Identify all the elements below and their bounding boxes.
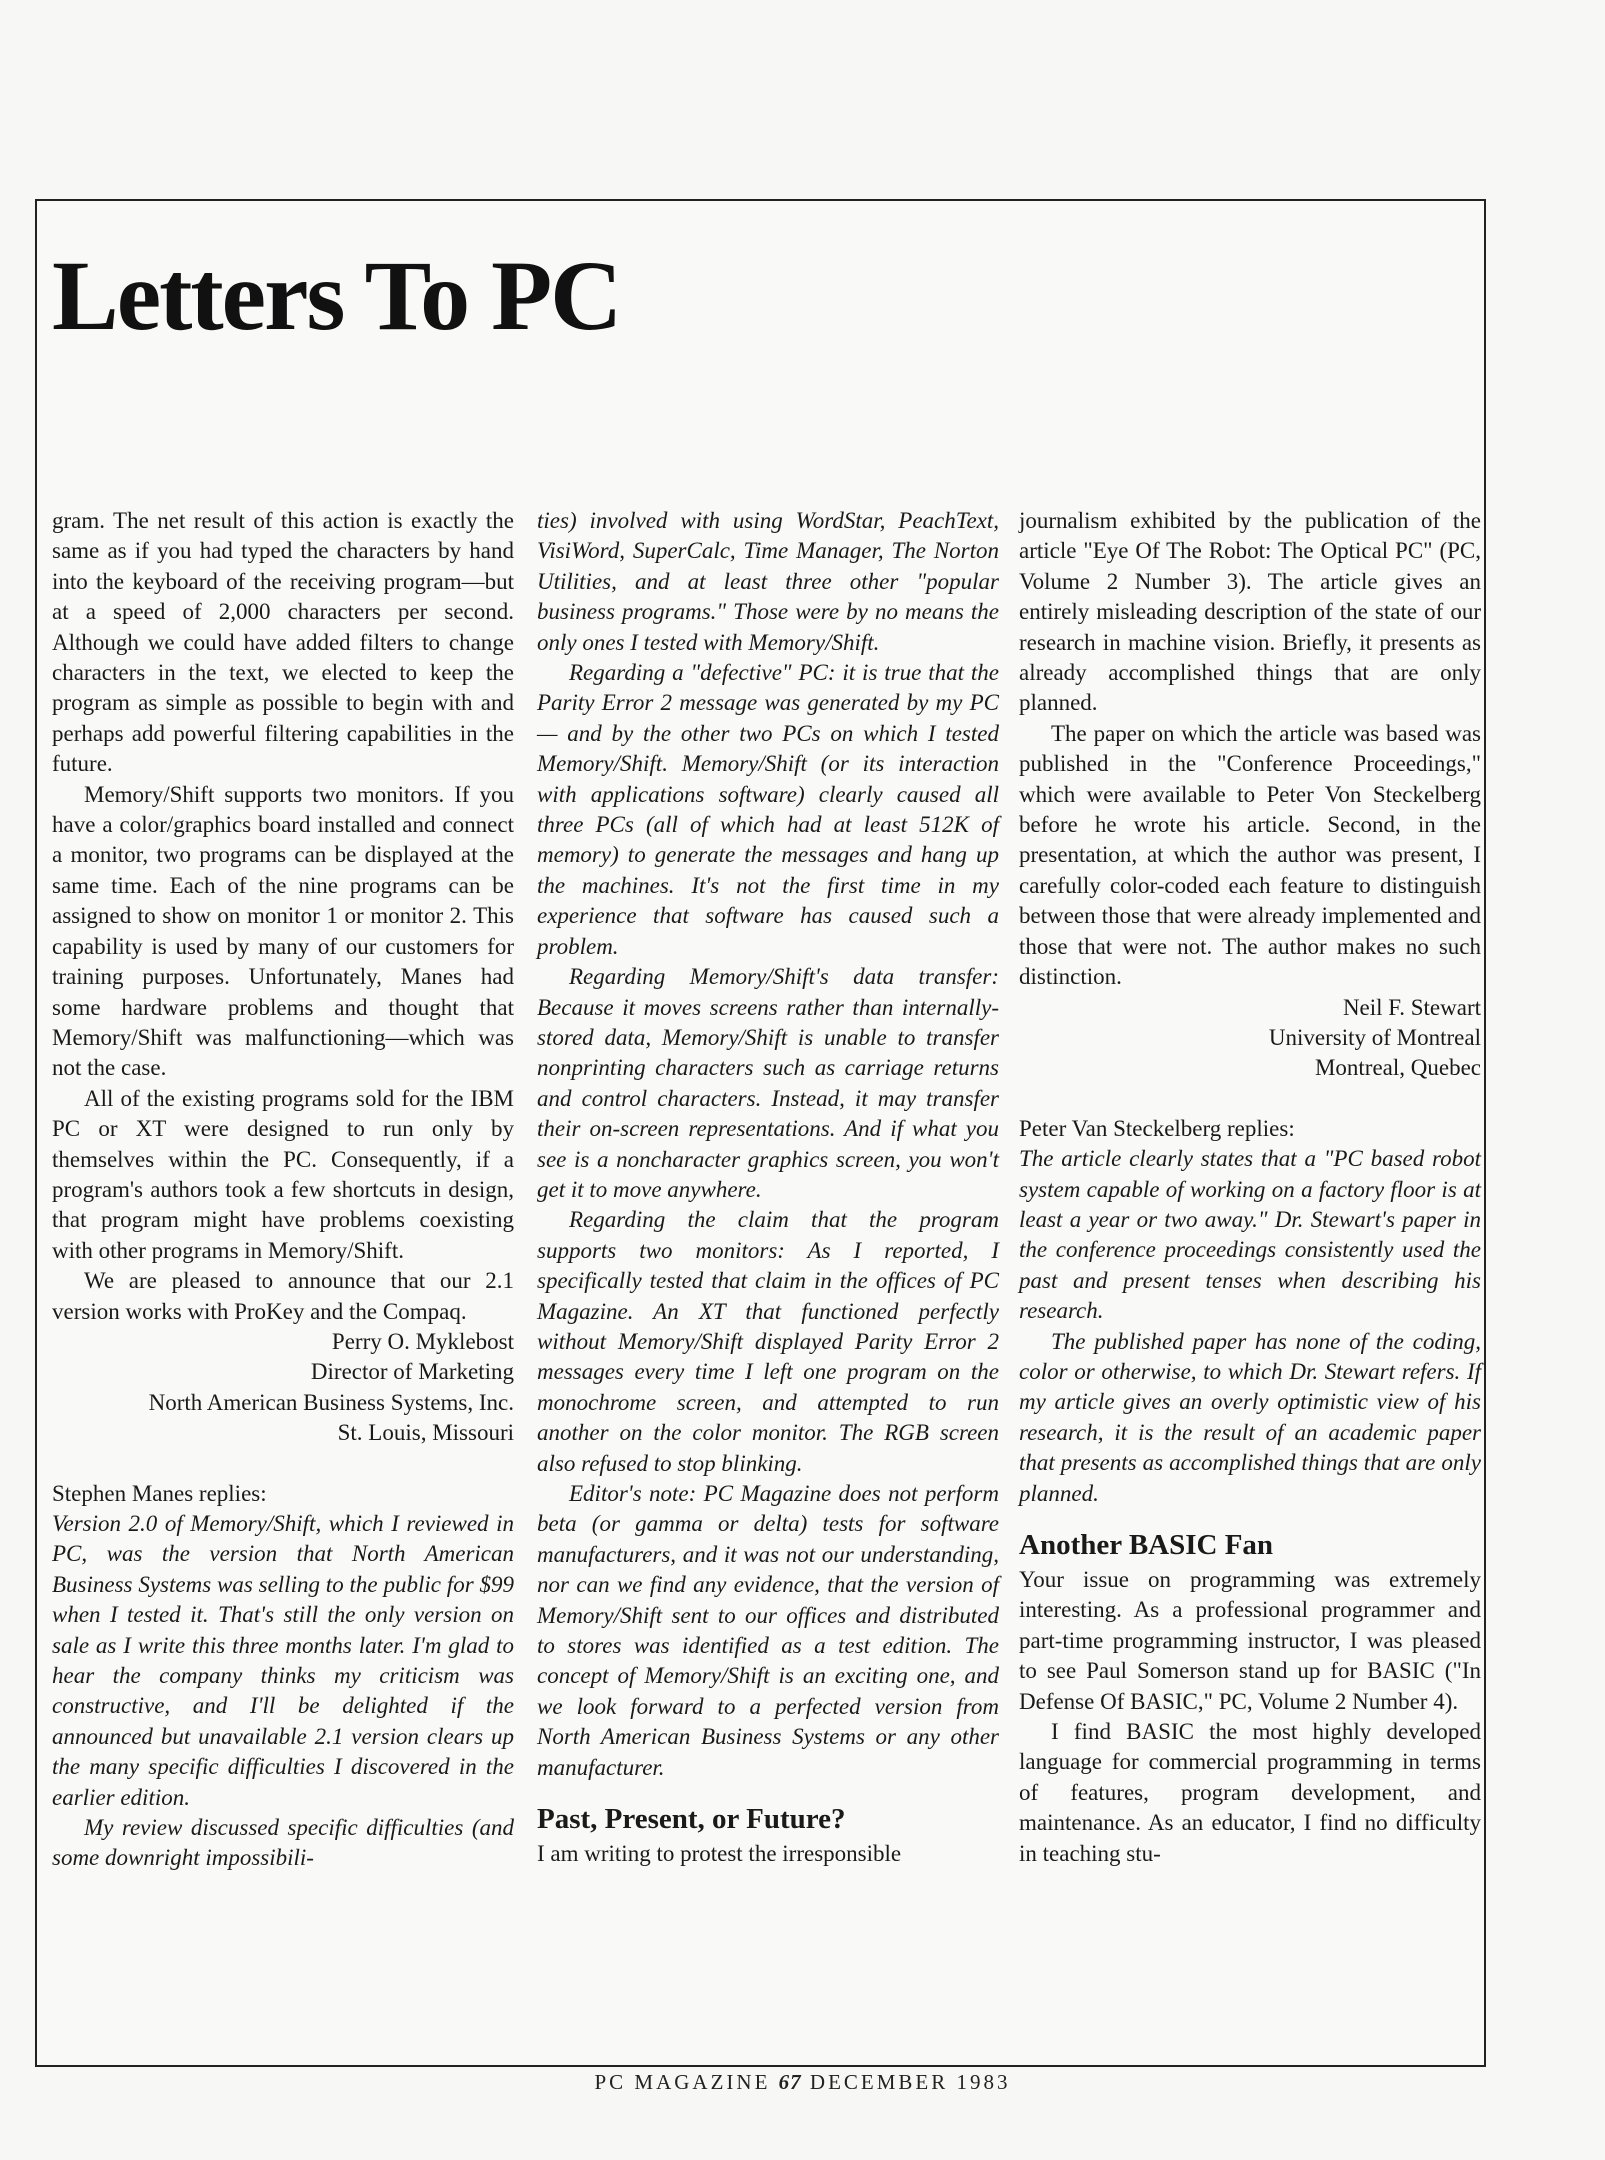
column-2 (537, 506, 999, 1869)
reply-paragraph: My review discussed specific difficulties (and some downright impossibili- (52, 1815, 514, 1871)
footer-page-number: 67 (778, 2070, 802, 2094)
letter-paragraph: All of the existing programs sold for the IBM PC or XT were designed to run only by themselves within the PC. Consequently, if a program's authors took a few shortcuts in design, that program might have problems coexisting with other programs in Memory/Shift. (52, 1085, 514, 1263)
section-heading: Past, Present, or Future? (537, 1803, 846, 1836)
signature-line: Director of Marketing (310, 1359, 514, 1385)
footer-date: DECEMBER 1983 (809, 2070, 1011, 2094)
letter-paragraph: Memory/Shift supports two monitors. If you have a color/graphics board installed and connect a monitor, two programs can be displayed at the same time. Each of the nine programs can be assigned to show on monitor 1 or monitor 2. This capability is used by many of our customers for training purposes. Unfortunately, Manes had some hardware problems and thought that Memory/Shift was malfunctioning—which was not the case. (52, 781, 514, 1081)
letter-paragraph: I find BASIC the most highly developed language for commercial programming in terms of features, program development, and maintenance. As an educator, I find no difficulty in teaching stu- (1019, 1719, 1481, 1866)
reply-paragraph: Regarding the claim that the program supports two monitors: As I reported, I specifically tested that claim in the offices of PC Magazine. An XT that functioned perfectly without Memory/Shift displayed Parity Error 2 messages every time I left one program on the monochrome screen, and attempted to run another on the color monitor. The RGB screen also refused to stop blinking. (537, 1207, 999, 1476)
reply-paragraph: Regarding Memory/Shift's data transfer: Because it moves screens rather than internally-stored data, Memory/Shift is unable to transfer nonprinting characters such as carriage returns and control characters. Instead, it may transfer their on-screen representations. And if what you see is a noncharacter graphics screen, you won't get it to move anywhere. (537, 964, 999, 1202)
letter-paragraph: We are pleased to announce that our 2.1 version works with ProKey and the Compaq. (52, 1268, 514, 1324)
page-title: Letters To PC (52, 240, 621, 351)
letter-paragraph: I am writing to protest the irresponsible (537, 1841, 902, 1867)
signature-line: St. Louis, Missouri (337, 1420, 514, 1446)
column-1 (52, 506, 514, 1874)
reply-heading: Peter Van Steckelberg replies: (1019, 1115, 1295, 1141)
footer-magazine: PC MAGAZINE (594, 2070, 771, 2094)
section-heading: Another BASIC Fan (1019, 1529, 1274, 1561)
signature-line: North American Business Systems, Inc. (148, 1389, 514, 1415)
letter-paragraph: gram. The net result of this action is exactly the same as if you had typed the characters by hand into the keyboard of the receiving program—but at a speed of 2,000 characters per second. Although we could have added filters to change characters in the text, we elected to keep the program as simple as possible to begin with and perhaps add powerful filtering capabilities in the future. (52, 508, 514, 777)
letter-paragraph: The paper on which the article was based was published in the "Conference Proceedings," which were available to Peter Von Steckelberg before he wrote his article. Second, in the presentation, at which the author was present, I carefully color-coded each feature to distinguish between those that were already implemented and those that were not. The author makes no such distinction. (1019, 720, 1481, 990)
reply-heading: Stephen Manes replies: (52, 1480, 267, 1506)
column-3 (1019, 506, 1481, 1869)
letter-paragraph: journalism exhibited by the publication of the article "Eye Of The Robot: The Optical PC" (PC, Volume 2 Number 3). The article gives an entirely misleading description of the state of our research in machine vision. Briefly, it presents as already accomplished things that are only planned. (1019, 508, 1481, 716)
signature-line: Perry O. Myklebost (331, 1328, 514, 1354)
reply-paragraph: Regarding a "defective" PC: it is true that the Parity Error 2 message was generated by my PC — and by the other two PCs on which I tested Memory/Shift. Memory/Shift (or its interaction with applications software) clearly caused all three PCs (all of which had at least 512K of memory) to generate the messages and hang up the machines. It's not the first time in my experience that software has caused such a problem. (537, 660, 999, 959)
page-footer (0, 2070, 1605, 2095)
reply-paragraph: ties) involved with using WordStar, PeachText, VisiWord, SuperCalc, Time Manager, The Norton Utilities, and at least three other "popular business programs." Those were by no means the only ones I tested with Memory/Shift. (537, 508, 999, 655)
reply-paragraph: The article clearly states that a "PC based robot system capable of working on a factory floor is at least a year or two away." Dr. Stewart's paper in the conference proceedings consistently used the past and present tenses when describing his research. (1019, 1146, 1481, 1324)
signature-line: Neil F. Stewart (1342, 994, 1481, 1020)
signature-block (52, 1327, 514, 1449)
editor-note: Editor's note: PC Magazine does not perform beta (or gamma or delta) tests for software manufacturers, and it was not our understanding, nor can we find any evidence, that the version of Memory/Shift sent to our offices and distributed to stores was identified as a test edition. The concept of Memory/Shift is an exciting one, and we look forward to a perfected version from North American Business Systems or any other manufacturer. (537, 1481, 999, 1780)
signature-line: Montreal, Quebec (1314, 1055, 1481, 1081)
signature-line: University of Montreal (1268, 1024, 1481, 1050)
reply-paragraph: The published paper has none of the coding, color or otherwise, to which Dr. Stewart refers. If my article gives an overly optimistic view of his research, it is the result of an academic paper that presents as accomplished things that are only planned. (1019, 1328, 1481, 1506)
reply-paragraph: Version 2.0 of Memory/Shift, which I reviewed in PC, was the version that North American Business Systems was selling to the public for $99 when I tested it. That's still the only version on sale as I write this three months later. I'm glad to hear the company thinks my criticism was constructive, and I'll be delighted if the announced but unavailable 2.1 version clears up the many specific difficulties I discovered in the earlier edition. (52, 1511, 514, 1810)
signature-block (1019, 993, 1481, 1084)
letter-paragraph: Your issue on programming was extremely interesting. As a professional programmer and part-time programming instructor, I was pleased to see Paul Somerson stand up for BASIC ("In Defense Of BASIC," PC, Volume 2 Number 4). (1019, 1567, 1481, 1714)
